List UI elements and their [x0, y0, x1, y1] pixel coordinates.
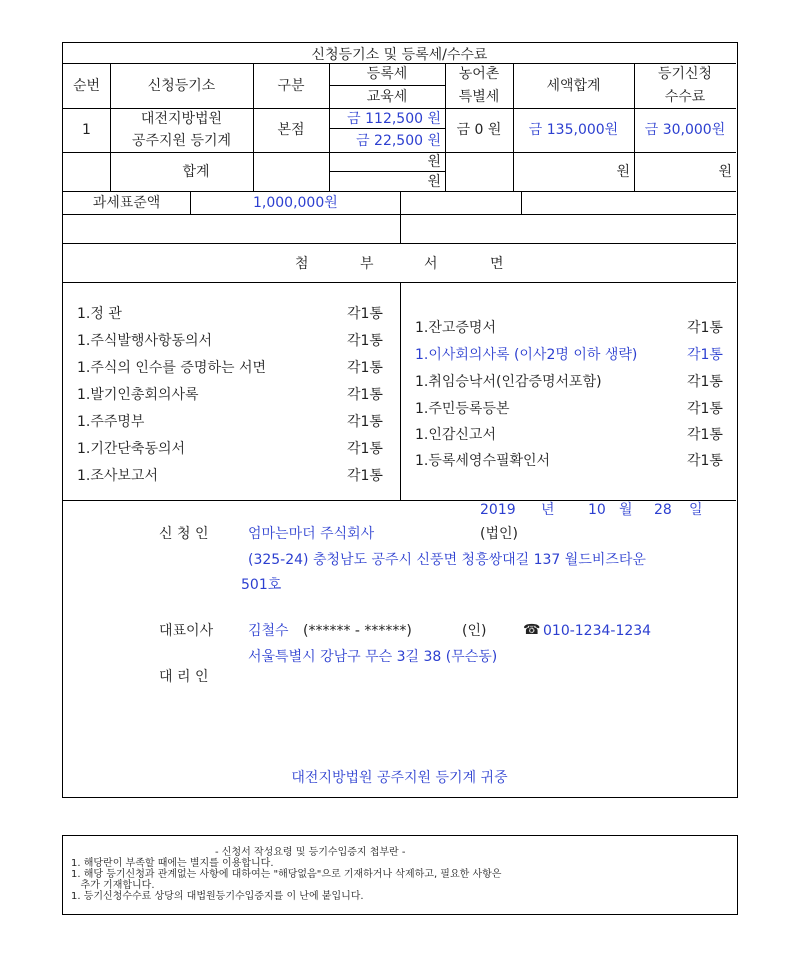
total-fee-won: 원: [718, 164, 732, 180]
attachment-left-count: 각1통: [347, 468, 383, 484]
attachment-left-item: 1.주주명부: [77, 414, 145, 430]
attachment-left-count: 각1통: [347, 360, 383, 376]
row-edu-tax: 금 22,500 원: [356, 133, 441, 149]
row-fee: 금 30,000원: [644, 122, 726, 138]
header-fee-2: 수수료: [664, 89, 706, 105]
total-reg-won: 원: [427, 154, 441, 170]
attachment-right-item: 1.인감신고서: [415, 427, 496, 443]
attachment-right-count: 각1통: [687, 401, 723, 417]
header-fee-1: 등기신청: [657, 66, 713, 82]
applicant-type: (법인): [480, 526, 518, 542]
attachment-left-item: 1.주식발행사항동의서: [77, 333, 213, 349]
row-seq: 1: [82, 122, 91, 138]
header-tax-total: 세액합계: [546, 78, 601, 94]
attachments-heading-2: 부: [360, 256, 374, 272]
header-reg-tax: 등록세: [366, 66, 408, 82]
attachment-left-item: 1.발기인총회의사록: [77, 387, 199, 403]
attachment-right-count: 각1통: [687, 453, 723, 469]
attachment-left-count: 각1통: [347, 414, 383, 430]
representative-label: 대표이사: [159, 623, 214, 639]
attachment-left-count: 각1통: [347, 441, 383, 457]
date-year-unit: 년: [541, 502, 555, 518]
row-tax-total: 금 135,000원: [528, 122, 619, 138]
attachment-right-count: 각1통: [687, 427, 723, 443]
attachment-left-item: 1.기간단축동의서: [77, 441, 186, 457]
total-label: 합계: [182, 164, 210, 180]
attachments-heading-3: 서: [424, 256, 438, 272]
attachment-right-count: 각1통: [687, 347, 723, 363]
row-office-1: 대전지방법원: [140, 111, 223, 127]
attachment-right-item: 1.주민등록등본: [415, 401, 510, 417]
header-edu-tax: 교육세: [366, 89, 408, 105]
attachment-right-item: 1.잔고증명서: [415, 320, 496, 336]
attachment-left-item: 1.조사보고서: [77, 468, 158, 484]
representative-name: 김철수: [248, 623, 289, 639]
attachment-right-count: 각1통: [687, 320, 723, 336]
total-edu-won: 원: [427, 174, 441, 190]
agent-label: 대 리 인: [159, 669, 209, 685]
header-category: 구분: [277, 78, 305, 94]
header-rural-tax-2: 특별세: [458, 89, 500, 105]
representative-phone: 010-1234-1234: [543, 623, 652, 639]
phone-icon: ☎: [523, 622, 541, 638]
attachment-left-count: 각1통: [347, 387, 383, 403]
row-office-2: 공주지원 등기계: [131, 133, 232, 149]
applicant-address-2: 501호: [241, 577, 282, 593]
attachment-left-item: 1.주식의 인수를 증명하는 서면: [77, 360, 266, 376]
applicant-address-1: (325-24) 충청남도 공주시 신풍면 청흥쌍대길 137 월드비즈타운: [248, 552, 646, 568]
instructions-box: [62, 835, 738, 915]
attachment-right-item: 1.취임승낙서(인감증명서포함): [415, 374, 602, 390]
row-rural-tax: 금 0 원: [456, 122, 502, 138]
representative-seal: (인): [462, 623, 487, 639]
attachment-left-count: 각1통: [347, 333, 383, 349]
attachments-heading-1: 첨: [295, 256, 309, 272]
date-month-unit: 월: [619, 502, 633, 518]
attachment-right-count: 각1통: [687, 374, 723, 390]
applicant-name: 엄마는마더 주식회사: [248, 526, 375, 542]
attachment-right-item-highlighted: 1.이사회의사록 (이사2명 이하 생략): [415, 347, 638, 363]
attachment-right-item: 1.등록세영수필확인서: [415, 453, 551, 469]
recipient-court: 대전지방법원 공주지원 등기계 귀중: [291, 770, 508, 786]
row-reg-tax: 금 112,500 원: [347, 111, 441, 127]
notes-line: 1. 해당란이 부족할 때에는 별지를 이용합니다.: [71, 858, 274, 869]
date-month: 10: [588, 502, 606, 518]
row-category: 본점: [277, 122, 305, 138]
header-rural-tax-1: 농어촌: [458, 66, 500, 82]
notes-line: 1. 등기신청수수료 상당의 대법원등기수입증지를 이 난에 붙입니다.: [71, 891, 364, 902]
notes-line: 추가 기재합니다.: [71, 880, 155, 891]
attachment-left-count: 각1통: [347, 306, 383, 322]
date-day: 28: [654, 502, 672, 518]
attachment-left-item: 1.정 관: [77, 306, 122, 322]
tax-base-label: 과세표준액: [92, 195, 161, 211]
applicant-label: 신 청 인: [159, 526, 209, 542]
notes-title: - 신청서 작성요령 및 등기수입증지 첩부란 -: [215, 847, 406, 858]
representative-address: 서울특별시 강남구 무슨 3길 38 (무슨동): [248, 649, 498, 665]
total-tax-won: 원: [616, 164, 630, 180]
date-day-unit: 일: [689, 502, 703, 518]
attachments-heading-4: 면: [490, 256, 504, 272]
representative-id: (****** - ******): [303, 623, 412, 639]
date-year: 2019: [480, 502, 516, 518]
registration-form: [62, 42, 738, 798]
form-title: 신청등기소 및 등록세/수수료: [311, 47, 488, 63]
notes-line: 1. 해당 등기신청과 관계없는 사항에 대하여는 "해당없음"으로 기재하거나 삭제하고, 필요한 사항은: [71, 869, 502, 880]
tax-base-value: 1,000,000원: [253, 195, 338, 211]
header-seq: 순번: [72, 78, 101, 94]
header-office: 신청등기소: [147, 78, 216, 94]
